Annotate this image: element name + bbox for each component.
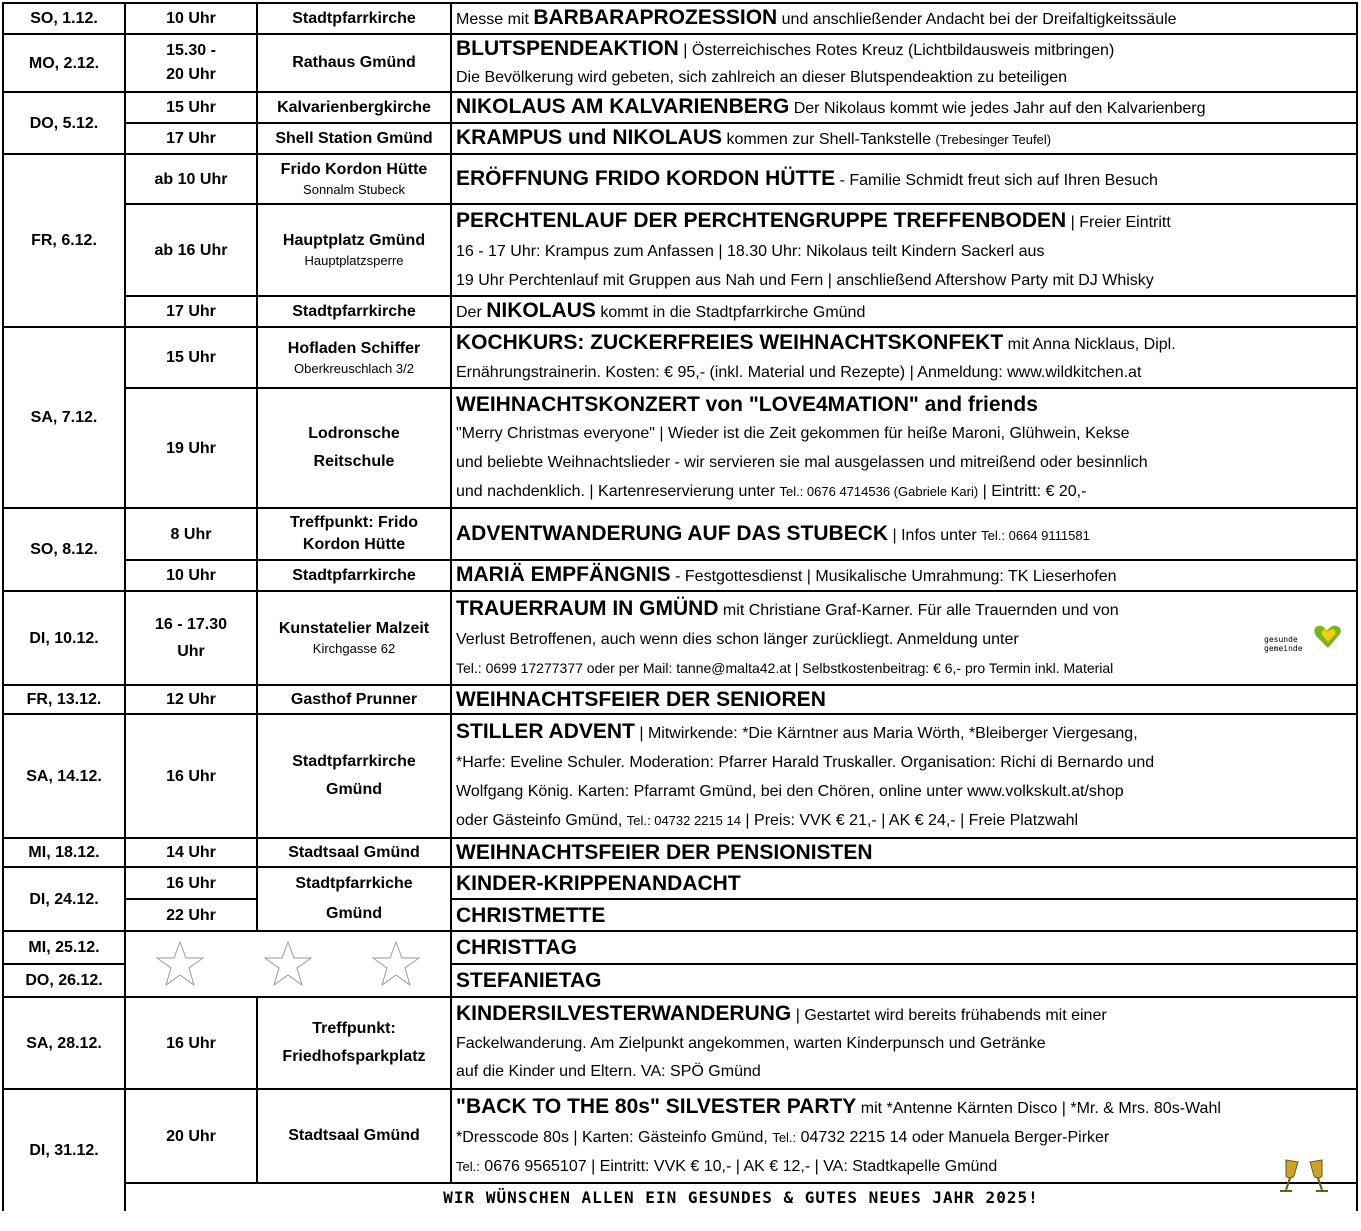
description-cell [451,388,1357,508]
time-cell: 16 Uhr [125,867,257,899]
desc-text: 19 Uhr Perchtenlauf mit Gruppen aus Nah und Fern | anschließend Aftershow Party mit DJ Whisky [456,271,1154,289]
time-cell: 17 Uhr [125,123,257,154]
place-subtext: Oberkreuschlach 3/2 [294,360,414,376]
description-cell [451,899,1357,931]
description-cell [451,296,1357,327]
place-cell [257,508,451,560]
place-cell: Stadtpfarrkirche [257,560,451,591]
table-row [3,204,1357,296]
time-cell: 22 Uhr [125,899,257,931]
place-cell [257,204,451,296]
description-cell [451,685,1357,714]
stars-decoration [126,932,450,996]
place-cell [257,154,451,204]
place-subtext: Sonnalm Stubeck [303,182,405,197]
star-outline-icon [262,939,314,989]
event-title: ERÖFFNUNG FRIDO KORDON HÜTTE [456,166,836,190]
date-cell: DI, 10.12. [3,591,125,685]
time-cell: 8 Uhr [125,508,257,560]
place-cell [257,997,451,1089]
desc-text: | Mitwirkende: *Die Kärntner aus Maria Wörth, *Bleiberger Viergesang, [634,725,1138,742]
desc-text: Messe mit [456,11,534,28]
desc-text: | Eintritt: € 20,- [978,483,1087,500]
desc-small-text: Tel.: 0676 4714536 (Gabriele Kari) [779,484,979,499]
star-outline-icon [154,939,206,989]
place-text: Frido Kordon Hütte [280,161,428,178]
event-title: NIKOLAUS AM KALVARIENBERG [456,95,790,118]
table-row [3,899,1357,931]
desc-text: "Merry Christmas everyone" | Wieder ist die Zeit gekommen für heiße Maroni, Glühwein, Kekse [456,425,1130,442]
time-cell: 19 Uhr [125,388,257,508]
place-text: Kordon Hütte [302,536,406,553]
event-title: CHRISTMETTE [456,903,606,927]
place-text: Stadtpfarrkiche [295,875,413,892]
desc-text: | Österreichisches Rotes Kreuz (Lichtbildausweis mitbringen) [678,42,1115,59]
desc-text: Ernährungstrainerin. Kosten: € 95,- (inkl. Material und Rezepte) | Anmeldung: www.wildkitchen.at [456,363,1142,381]
place-cell: Stadtpfarrkirche [257,3,451,34]
desc-text: auf die Kinder und Eltern. VA: SPÖ Gmünd [456,1063,761,1080]
date-cell: MI, 18.12. [3,838,125,867]
desc-text: Fackelwanderung. Am Zielpunkt angekommen, warten Kinderpunsch und Getränke [456,1035,1046,1052]
table-row [3,34,1357,92]
time-cell: 10 Uhr [125,560,257,591]
event-title: WEIHNACHTSKONZERT von "LOVE4MATION" and friends [456,393,1038,416]
description-cell [451,838,1357,867]
place-text: Friedhofsparkplatz [282,1048,426,1065]
description-cell [451,123,1357,154]
description-cell [451,591,1357,685]
date-cell: DO, 5.12. [3,92,125,154]
desc-text: und nachdenklich. | Kartenreservierung unter [456,483,780,500]
place-text: Treffpunkt: [312,1020,396,1037]
footer-message: WIR WÜNSCHEN ALLEN EIN GESUNDES & GUTES NEUES JAHR 2025! [125,1183,1357,1211]
table-row [3,296,1357,327]
table-row [3,123,1357,154]
event-title: KRAMPUS und NIKOLAUS [456,126,722,149]
time-cell: 17 Uhr [125,296,257,327]
table-row [3,1183,1357,1211]
place-text: Gmünd [326,781,382,798]
time-cell: 16 Uhr [125,997,257,1089]
desc-small-text: Tel.: 0664 9111581 [981,527,1090,543]
desc-text: | Infos unter [888,526,982,544]
table-row [3,327,1357,388]
description-cell [451,867,1357,899]
desc-text: *Dresscode 80s | Karten: Gästeinfo Gmünd, [456,1128,773,1146]
place-cell: Stadtsaal Gmünd [257,1089,451,1183]
stars-cell [125,931,451,997]
desc-small-text: Tel.: [456,1158,480,1174]
place-subtext: Kirchgasse 62 [312,641,396,656]
desc-text: Der [456,304,487,321]
description-cell [451,327,1357,388]
place-cell: Stadtsaal Gmünd [257,838,451,867]
time-text: Uhr [177,643,205,660]
gesunde-gemeinde-logo [1264,622,1344,656]
desc-small-text: (Trebesinger Teufel) [935,132,1052,147]
event-title: PERCHTENLAUF DER PERCHTENGRUPPE TREFFENBODEN [456,208,1067,232]
place-text: Hofladen Schiffer [287,339,421,357]
date-cell: SO, 1.12. [3,3,125,34]
description-cell [451,92,1357,123]
description-cell [451,714,1357,838]
desc-small-text: Tel.: 04732 2215 14 [626,813,741,828]
description-cell [451,34,1357,92]
heart-logo-icon [1264,622,1344,656]
desc-text: und beliebte Weihnachtslieder - wir servieren sie mal ausgelassen und mitreißend oder besinnlich [456,454,1148,471]
place-cell [257,591,451,685]
time-text: 20 Uhr [166,66,216,83]
desc-text: 04732 2215 14 oder Manuela Berger-Pirker [796,1128,1110,1146]
desc-text: oder Gästeinfo Gmünd, [456,812,627,829]
description-cell [451,204,1357,296]
date-cell: SA, 28.12. [3,997,125,1089]
time-cell [125,591,257,685]
event-title: TRAUERRAUM IN GMÜND [456,596,719,620]
star-outline-icon [370,939,422,989]
desc-text: Der Nikolaus kommt wie jedes Jahr auf den Kalvarienberg [789,100,1206,117]
place-text: Reitschule [313,453,395,470]
desc-text: mit Christiane Graf-Karner. Für alle Trauernden und von [718,601,1119,619]
place-cell [257,327,451,388]
desc-text: und anschließender Andacht bei der Dreifaltigkeitssäule [777,11,1177,28]
date-cell: SO, 8.12. [3,508,125,591]
table-row [3,388,1357,508]
desc-text: *Harfe: Eveline Schuler. Moderation: Pfarrer Harald Truskaller. Organisation: Richi di Bernardo und [456,754,1155,771]
table-row [3,685,1357,714]
table-row [3,591,1357,685]
place-text: Gmünd [326,905,382,922]
logo-text: gemeinde [1264,644,1303,653]
champagne-glasses-icon [1276,1156,1332,1196]
date-cell: DO, 26.12. [3,964,125,997]
description-cell [451,154,1357,204]
place-cell [257,867,451,931]
desc-text: kommt in die Stadtpfarrkirche Gmünd [595,304,866,321]
desc-small-text: Tel.: [772,1129,797,1145]
desc-text: 0676 9565107 | Eintritt: VVK € 10,- | AK € 12,- | VA: Stadtkapelle Gmünd [479,1157,998,1175]
time-cell: 15 Uhr [125,327,257,388]
event-title: MARIÄ EMPFÄNGNIS [456,563,671,586]
desc-text: kommen zur Shell-Tankstelle [722,131,936,148]
desc-text: mit *Antenne Kärnten Disco | *Mr. & Mrs. 80s-Wahl [856,1099,1221,1117]
event-title: KINDER-KRIPPENANDACHT [456,871,741,895]
event-title: ADVENTWANDERUNG AUF DAS STUBECK [456,521,889,545]
date-cell: SA, 7.12. [3,327,125,508]
desc-text: - Festgottesdienst | Musikalische Umrahmung: TK Lieserhofen [670,568,1117,585]
event-title: STEFANIETAG [456,969,602,992]
table-row [3,997,1357,1089]
description-cell [451,3,1357,34]
time-cell: 10 Uhr [125,3,257,34]
event-title: KOCHKURS: ZUCKERFREIES WEIHNACHTSKONFEKT [456,330,1004,354]
desc-text: Verlust Betroffenen, auch wenn dies schon länger zurückliegt. Anmeldung unter [456,630,1019,648]
place-text: Stadtpfarrkirche [292,753,416,770]
table-row [3,931,1357,964]
event-title: BARBARAPROZESSION [533,6,778,29]
event-title: WEIHNACHTSFEIER DER SENIOREN [456,688,826,711]
place-subtext: Hauptplatzsperre [304,253,404,268]
desc-text: | Gestartet wird bereits frühabends mit einer [791,1007,1107,1024]
table-row [3,838,1357,867]
table-row [3,154,1357,204]
event-title: "BACK TO THE 80s" SILVESTER PARTY [456,1094,857,1118]
time-cell: 12 Uhr [125,685,257,714]
table-row [3,1089,1357,1183]
table-row [3,714,1357,838]
event-title: NIKOLAUS [486,299,596,322]
time-cell: ab 16 Uhr [125,204,257,296]
event-title: WEIHNACHTSFEIER DER PENSIONISTEN [456,841,873,864]
place-text: Kunstatelier Malzeit [278,620,430,637]
time-text: 15.30 - [166,42,216,59]
logo-text: gesunde [1264,635,1298,644]
desc-text: Wolfgang König. Karten: Pfarramt Gmünd, bei den Chören, online unter www.volkskult.at/shop [456,783,1124,800]
table-row [3,867,1357,899]
description-cell [451,1089,1357,1183]
table-row [3,508,1357,560]
desc-text: | Freier Eintritt [1066,213,1171,231]
place-cell: Shell Station Gmünd [257,123,451,154]
event-title: STILLER ADVENT [456,720,635,743]
time-cell: 14 Uhr [125,838,257,867]
desc-text: Die Bevölkerung wird gebeten, sich zahlreich an dieser Blutspendeaktion zu beteiligen [456,69,1068,86]
date-cell: SA, 14.12. [3,714,125,838]
place-cell: Gasthof Prunner [257,685,451,714]
table-row [3,560,1357,591]
table-row [3,92,1357,123]
date-cell: DI, 24.12. [3,867,125,931]
events-table [2,2,1358,1211]
description-cell [451,508,1357,560]
desc-small-text: Tel.: 0699 17277377 oder per Mail: tanne@malta42.at | Selbstkostenbeitrag: € 6,- pro Termin inkl. Material [456,659,1114,676]
desc-text: 16 - 17 Uhr: Krampus zum Anfassen | 18.30 Uhr: Nikolaus teilt Kindern Sackerl aus [456,242,1045,260]
place-text: Hauptplatz Gmünd [282,232,426,249]
description-cell [451,931,1357,964]
desc-text: mit Anna Nicklaus, Dipl. [1003,335,1176,353]
place-cell [257,714,451,838]
description-cell [451,560,1357,591]
description-cell [451,997,1357,1089]
place-text: Lodronsche [308,425,400,442]
description-cell [451,964,1357,997]
time-cell: 15 Uhr [125,92,257,123]
event-title: CHRISTTAG [456,936,577,959]
time-cell: 20 Uhr [125,1089,257,1183]
date-cell: FR, 13.12. [3,685,125,714]
table-row [3,3,1357,34]
date-cell: MI, 25.12. [3,931,125,964]
time-cell [125,34,257,92]
desc-text: | Preis: VVK € 21,- | AK € 24,- | Freie Platzwahl [740,812,1079,829]
place-cell [257,388,451,508]
date-cell: DI, 31.12. [3,1089,125,1211]
event-title: BLUTSPENDEAKTION [456,37,679,60]
desc-text: - Familie Schmidt freut sich auf Ihren Besuch [835,171,1158,189]
place-cell: Rathaus Gmünd [257,34,451,92]
date-cell: FR, 6.12. [3,154,125,327]
time-text: 16 - 17.30 [154,616,228,633]
time-cell: 16 Uhr [125,714,257,838]
time-cell: ab 10 Uhr [125,154,257,204]
place-cell: Stadtpfarrkirche [257,296,451,327]
place-cell: Kalvarienbergkirche [257,92,451,123]
date-cell: MO, 2.12. [3,34,125,92]
place-text: Treffpunkt: Frido [290,514,418,531]
event-title: KINDERSILVESTERWANDERUNG [456,1002,792,1025]
